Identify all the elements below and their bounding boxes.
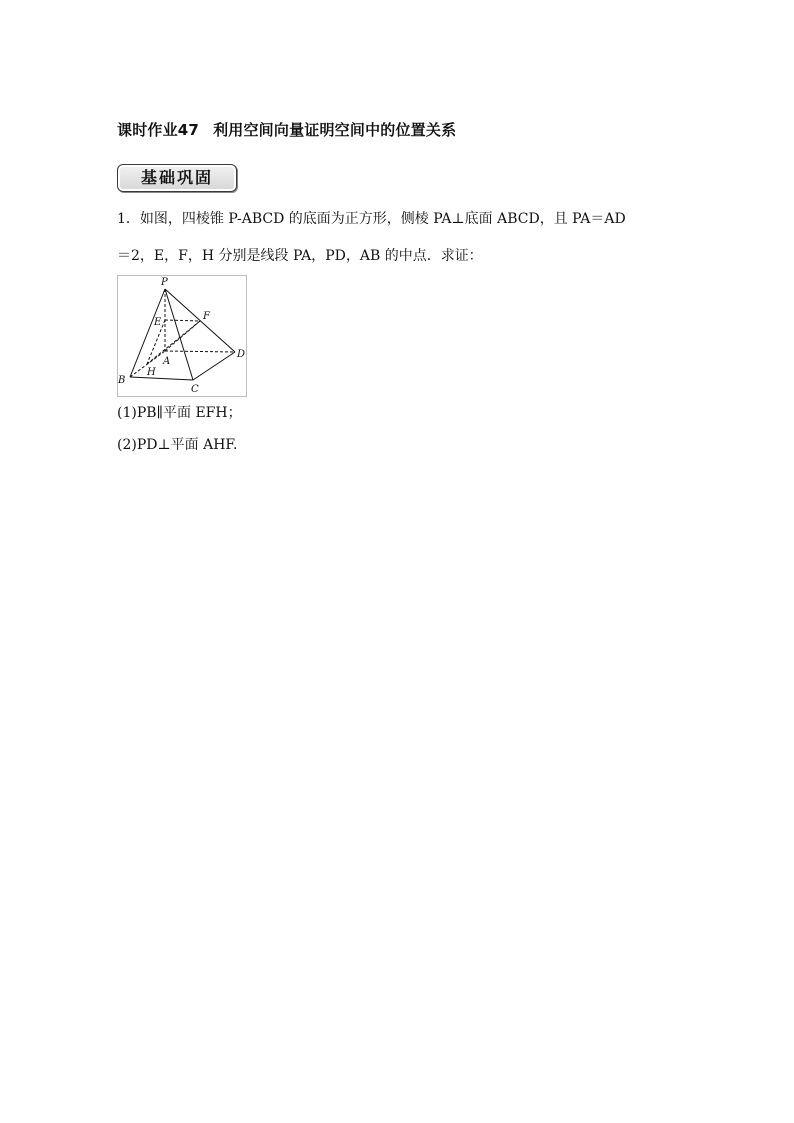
lesson-label: 课时作业47 (117, 121, 200, 139)
label-p: P (161, 277, 168, 288)
lesson-topic: 利用空间向量证明空间中的位置关系 (213, 121, 457, 139)
label-f: F (203, 311, 210, 322)
part-2: (2)PD⊥平面 AHF. (117, 437, 238, 453)
problem-statement-line-2: ＝2，E，F，H 分别是线段 PA，PD，AB 的中点．求证： (117, 248, 483, 264)
part-1: (1)PB∥平面 EFH； (117, 405, 242, 421)
section-badge: 基础巩固 (117, 164, 237, 192)
pyramid-figure (117, 275, 247, 397)
label-c: C (191, 384, 199, 395)
page-title (117, 119, 456, 140)
label-e: E (154, 317, 162, 328)
label-h: H (147, 367, 156, 378)
label-a: A (163, 356, 171, 367)
label-d: D (237, 349, 246, 360)
label-b: B (118, 375, 126, 386)
problem-statement-line-1: 1．如图，四棱锥 P-ABCD 的底面为正方形，侧棱 PA⊥底面 ABCD，且 PA＝AD (117, 211, 626, 227)
